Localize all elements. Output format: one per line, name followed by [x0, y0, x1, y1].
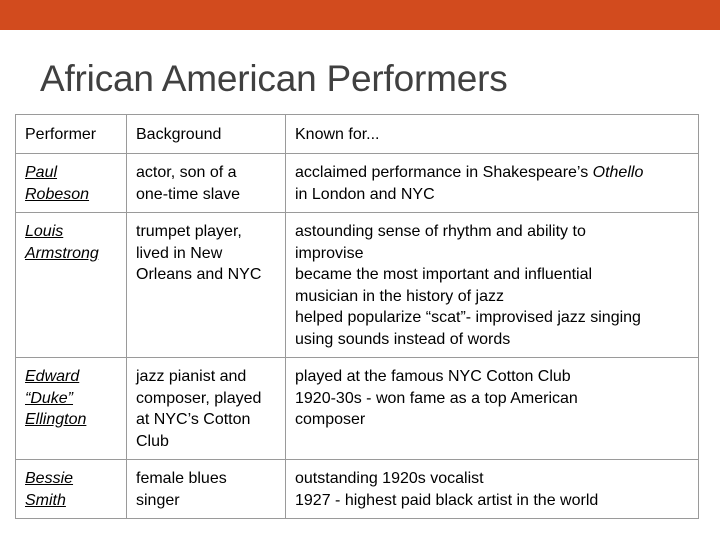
- known-for-text: musician in the history of jazz: [295, 287, 504, 305]
- background-text: trumpet player,: [136, 223, 242, 240]
- performer-cell: [16, 358, 127, 460]
- known-for-text-prefix: acclaimed performance in Shakespeare’s: [295, 164, 593, 181]
- play-title: Othello: [592, 164, 644, 181]
- performer-name-link[interactable]: Armstrong: [25, 244, 99, 262]
- known-for-text: [295, 162, 692, 184]
- performer-cell: [16, 213, 127, 358]
- background-text: composer, played: [136, 389, 262, 407]
- known-for-text: outstanding 1920s vocalist: [295, 470, 484, 487]
- background-text: actor, son of a: [136, 164, 237, 181]
- top-accent-bar: [0, 0, 720, 30]
- background-text: Club: [136, 432, 169, 450]
- known-for-text: became the most important and influential: [295, 266, 593, 283]
- known-for-text: improvise: [295, 244, 364, 262]
- table-row: [16, 213, 699, 358]
- known-for-text: astounding sense of rhythm and ability to: [295, 223, 586, 240]
- known-for-text: 1920-30s - won fame as a top American: [295, 389, 578, 407]
- performer-name-link[interactable]: Louis: [25, 223, 64, 240]
- background-text: at NYC’s Cotton: [136, 411, 251, 428]
- known-for-cell: [286, 358, 699, 460]
- performer-name-link[interactable]: “Duke”: [25, 389, 74, 407]
- performer-name-link[interactable]: Paul: [25, 164, 58, 181]
- table-header-row: [16, 115, 699, 154]
- known-for-text: played at the famous NYC Cotton Club: [295, 368, 571, 385]
- header-performer: Performer: [16, 115, 127, 154]
- background-cell: [127, 358, 286, 460]
- table-row: [16, 358, 699, 460]
- table-row: [16, 460, 699, 519]
- background-text: Orleans and NYC: [136, 266, 262, 283]
- table-row: [16, 154, 699, 213]
- slide-title: African American Performers: [40, 58, 508, 99]
- background-cell: [127, 460, 286, 519]
- background-text: singer: [136, 491, 180, 509]
- background-text: lived in New: [136, 244, 223, 262]
- known-for-text: using sounds instead of words: [295, 330, 511, 348]
- header-known-for: Known for...: [286, 115, 699, 154]
- performer-cell: [16, 154, 127, 213]
- known-for-text: helped popularize “scat”- improvised jazz singing: [295, 309, 641, 326]
- background-text: female blues: [136, 470, 227, 487]
- performer-name-link[interactable]: Robeson: [25, 185, 90, 203]
- performer-name-link[interactable]: Edward: [25, 368, 80, 385]
- background-text: jazz pianist and: [136, 368, 247, 385]
- performer-name-link[interactable]: Bessie: [25, 470, 74, 487]
- performer-name-link[interactable]: Smith: [25, 491, 66, 509]
- known-for-cell: [286, 460, 699, 519]
- performer-cell: [16, 460, 127, 519]
- known-for-text: in London and NYC: [295, 185, 435, 203]
- known-for-cell: [286, 154, 699, 213]
- known-for-text: 1927 - highest paid black artist in the world: [295, 491, 599, 509]
- background-cell: [127, 154, 286, 213]
- background-cell: [127, 213, 286, 358]
- background-text: one-time slave: [136, 185, 241, 203]
- header-background: Background: [127, 115, 286, 154]
- performers-table: [15, 114, 699, 519]
- known-for-text: composer: [295, 411, 366, 428]
- performer-name-link[interactable]: Ellington: [25, 411, 87, 428]
- known-for-cell: [286, 213, 699, 358]
